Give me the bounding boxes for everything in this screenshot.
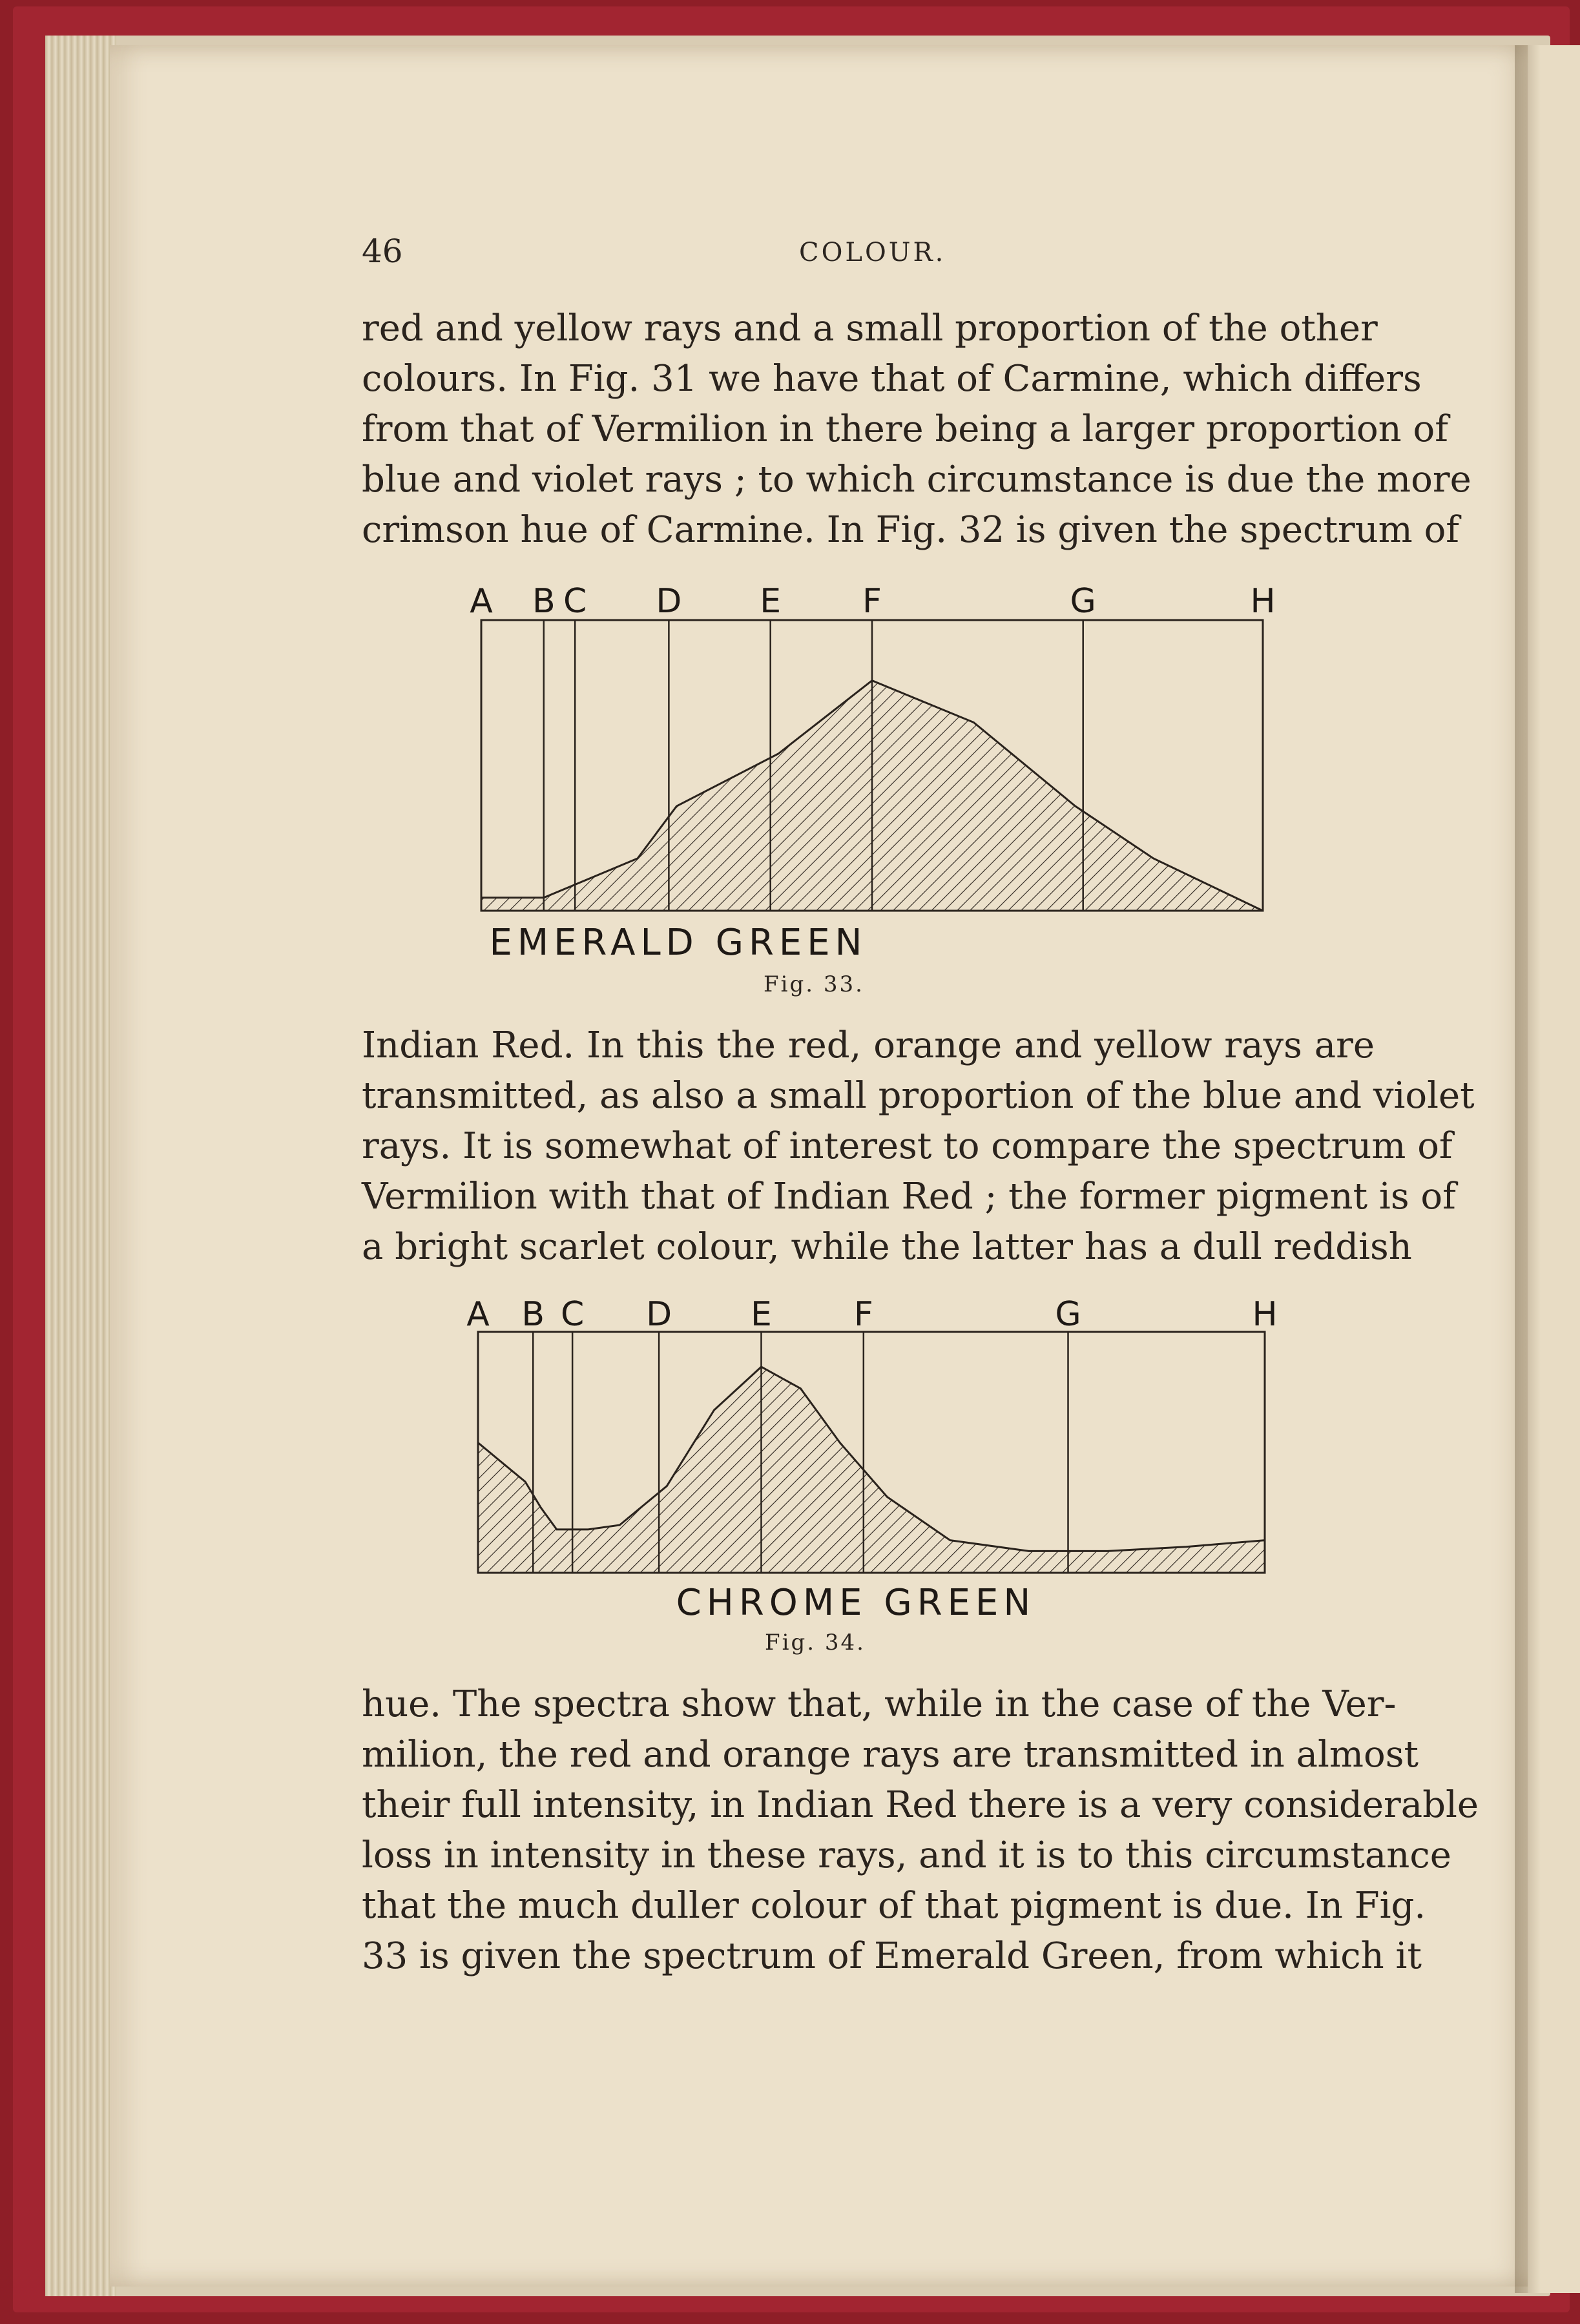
fraunhofer-label: F [853, 1295, 873, 1334]
fraunhofer-label: H [1250, 582, 1276, 621]
text-line: colours. In Fig. 31 we have that of Carmine, which differs [362, 358, 1422, 400]
fraunhofer-label: C [561, 1295, 585, 1334]
fraunhofer-label: H [1252, 1295, 1278, 1334]
text-line: transmitted, as also a small proportion of the blue and violet [362, 1075, 1475, 1117]
figure-caption: Fig. 33. [764, 971, 864, 997]
fraunhofer-label: E [760, 582, 782, 621]
text-line: their full intensity, in Indian Red there is a very considerable [362, 1784, 1479, 1826]
text-line: that the much duller colour of that pigment is due. In Fig. [362, 1885, 1426, 1927]
text-line: loss in intensity in these rays, and it is to this circumstance [362, 1834, 1451, 1876]
text-line: crimson hue of Carmine. In Fig. 32 is given the spectrum of [362, 509, 1460, 551]
text-line: a bright scarlet colour, while the latter has a dull reddish [362, 1226, 1412, 1268]
fraunhofer-label: A [470, 582, 493, 621]
figure-title: CHROME GREEN [676, 1582, 1036, 1624]
fraunhofer-label: G [1055, 1295, 1081, 1334]
fraunhofer-label: E [751, 1295, 772, 1334]
fraunhofer-label: F [862, 582, 882, 621]
figure-33 [470, 582, 1275, 997]
fraunhofer-label: C [563, 582, 587, 621]
figure-34 [466, 1295, 1277, 1655]
fraunhofer-label: A [466, 1295, 490, 1334]
figure-title: EMERALD GREEN [489, 922, 868, 964]
fraunhofer-label: D [656, 582, 682, 621]
text-line: blue and violet rays ; to which circumstance is due the more [362, 459, 1471, 501]
text-line: hue. The spectra show that, while in the case of the Ver- [362, 1683, 1397, 1725]
text-line: red and yellow rays and a small proportion of the other [362, 307, 1378, 349]
text-line: from that of Vermilion in there being a larger proportion of [362, 408, 1448, 450]
page-number: 46 [362, 233, 403, 270]
fraunhofer-label: G [1070, 582, 1096, 621]
fraunhofer-label: D [646, 1295, 672, 1334]
fraunhofer-label: B [532, 582, 556, 621]
header-title: COLOUR. [799, 238, 946, 267]
text-line: Vermilion with that of Indian Red ; the former pigment is of [362, 1176, 1456, 1218]
text-line: rays. It is somewhat of interest to compare the spectrum of [362, 1125, 1453, 1167]
text-line: 33 is given the spectrum of Emerald Green, from which it [362, 1935, 1422, 1977]
fraunhofer-label: B [521, 1295, 545, 1334]
figure-caption: Fig. 34. [765, 1630, 866, 1655]
text-line: Indian Red. In this the red, orange and yellow rays are [362, 1024, 1375, 1066]
transmission-curve [478, 1367, 1265, 1573]
text-line: milion, the red and orange rays are transmitted in almost [362, 1734, 1419, 1776]
